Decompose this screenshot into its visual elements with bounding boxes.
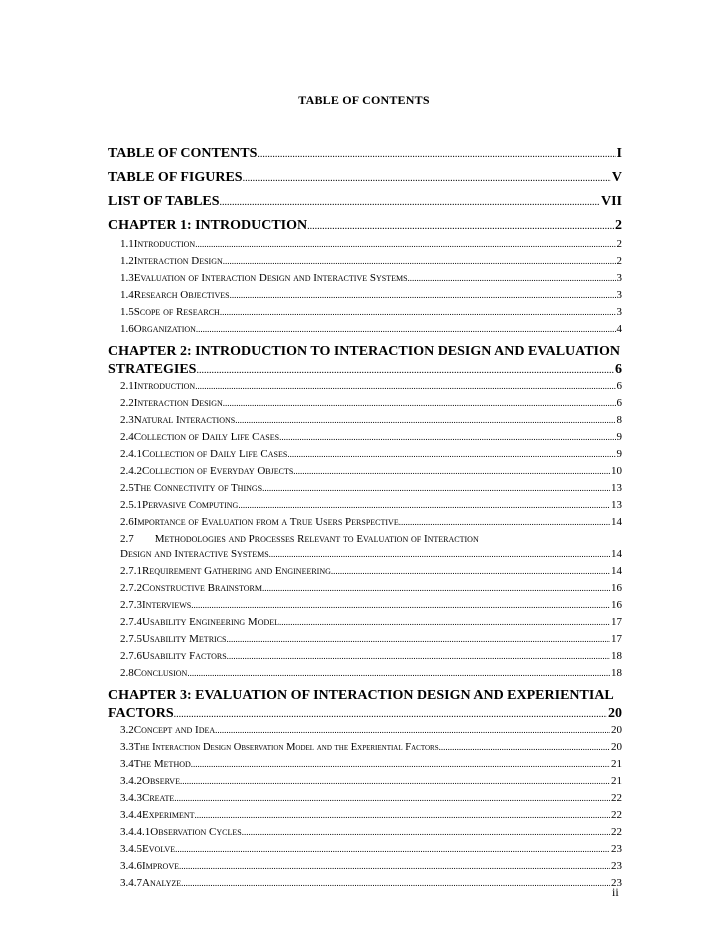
toc-entry[interactable] [108, 255, 622, 272]
toc-entry-title-line1: CHAPTER 2: INTRODUCTION TO INTERACTION DESIGN AND EVALUATION [108, 344, 620, 359]
toc-entry-title: Collection of Daily Life Cases [133, 431, 280, 443]
dot-leader [196, 323, 616, 335]
toc-entry-page: V [611, 170, 622, 185]
toc-entry-number: 2.2 [120, 397, 134, 409]
toc-entry-title: Usability Metrics [142, 633, 227, 645]
toc-entry[interactable] [108, 465, 622, 482]
toc-entry-title: Analyze [142, 877, 182, 889]
toc-entry-title: Observation Cycles [150, 826, 242, 838]
toc-entry-title: Interviews [142, 599, 192, 611]
dot-leader [230, 289, 616, 301]
dot-leader [226, 633, 610, 645]
toc-entry-page: 13 [611, 499, 622, 511]
toc-entry[interactable] [108, 582, 622, 599]
toc-entry-title-line2-row [108, 362, 622, 380]
toc-entry-page: 16 [611, 599, 622, 611]
toc-entry-page: 16 [611, 582, 622, 594]
toc-entry-page: 6 [616, 380, 622, 392]
toc-entry-number: 2.8 [120, 667, 134, 679]
toc-entry-title: Introduction [133, 380, 196, 392]
dot-leader [257, 146, 615, 162]
toc-entry-page: 20 [608, 706, 622, 721]
toc-entry-page: 17 [611, 616, 622, 628]
dot-leader [439, 741, 610, 753]
toc-entry-number: 2.6 [120, 516, 134, 528]
toc-entry[interactable] [108, 565, 622, 582]
dot-leader [243, 170, 611, 186]
toc-entry[interactable] [108, 431, 622, 448]
toc-entry-number: 3.4.4.1 [120, 826, 151, 838]
page-number: ii [612, 885, 619, 899]
toc-entry-page: 18 [611, 667, 622, 679]
toc-entry-title: Observe [142, 775, 180, 787]
dot-leader [293, 465, 610, 477]
toc-entry[interactable] [108, 792, 622, 809]
toc-entry[interactable] [108, 414, 622, 431]
toc-entry-number: 1.1 [120, 238, 134, 250]
toc-entry-number: 2.7.3 [120, 599, 142, 611]
toc-entry[interactable] [108, 306, 622, 323]
toc-entry-line1 [108, 533, 622, 548]
toc-entry-page: 3 [616, 306, 622, 318]
toc-entry-title-line2: STRATEGIES [108, 362, 197, 377]
toc-entry[interactable] [108, 238, 622, 255]
toc-entry[interactable] [108, 448, 622, 465]
dot-leader [269, 548, 610, 560]
toc-entry-number: 3.3 [120, 741, 134, 753]
toc-entry-page: 23 [611, 860, 622, 872]
toc-entry-number: 2.3 [120, 414, 134, 426]
toc-entry-page: 3 [616, 289, 622, 301]
toc-entry[interactable] [108, 758, 622, 775]
dot-leader [223, 255, 616, 267]
toc-entry[interactable] [108, 633, 622, 650]
dot-leader [180, 775, 610, 787]
toc-entry[interactable] [108, 499, 622, 516]
dot-leader [196, 365, 614, 376]
toc-entry-page: 13 [611, 482, 622, 494]
dot-leader [220, 306, 616, 318]
dot-leader [191, 758, 610, 770]
toc-entry-number: 1.3 [120, 272, 134, 284]
toc-entry-page: 21 [611, 758, 622, 770]
toc-entry-number: 3.4.7 [120, 877, 142, 889]
toc-entry[interactable] [108, 289, 622, 306]
toc-entry[interactable] [108, 616, 622, 633]
toc-entry-number: 3.4 [120, 758, 134, 770]
dot-leader [195, 380, 615, 392]
dot-leader [408, 272, 616, 284]
toc-entry-title: Usability Engineering Model [142, 616, 280, 628]
dot-leader [227, 650, 610, 662]
toc-entry-page: VII [600, 194, 622, 209]
toc-entry-number: 2.4 [120, 431, 134, 443]
toc-entry-title-line2-row [108, 706, 622, 724]
toc-entry-title: Evolve [142, 843, 176, 855]
toc-entry-page: 10 [611, 465, 622, 477]
toc-entry-page: 23 [611, 877, 622, 889]
toc-entry-number: 2.7.5 [120, 633, 142, 645]
toc-entry-title: Requirement Gathering and Engineering [142, 565, 331, 577]
toc-entry-title: The Method [133, 758, 191, 770]
toc-entry-title-line2: FACTORS [108, 706, 174, 721]
toc-entry-table-of-figures[interactable] [108, 170, 622, 190]
toc-entry-number: 2.4.1 [120, 448, 142, 460]
dot-leader [195, 238, 615, 250]
toc-entry-title: Collection of Daily Life Cases [142, 448, 288, 460]
toc-entry-page: 23 [611, 843, 622, 855]
toc-entry-number: 2.7.1 [120, 565, 142, 577]
toc-entry-title: TABLE OF FIGURES [108, 170, 243, 185]
toc-entry-title-line1: Methodologies and Processes Relevant to Evaluation of Interaction [154, 533, 479, 545]
toc-entry-page: 8 [616, 414, 622, 426]
toc-entry-number: 2.5 [120, 482, 134, 494]
toc-entry[interactable] [108, 380, 622, 397]
toc-entry-page: 2 [616, 238, 622, 250]
dot-leader [191, 599, 610, 611]
toc-entry-number: 3.4.4 [120, 809, 142, 821]
toc-entry[interactable] [108, 860, 622, 877]
toc-entry[interactable] [108, 482, 622, 499]
toc-entry-number: 2.7.2 [120, 582, 142, 594]
toc-entry-page: 14 [611, 565, 622, 577]
toc-entry-title: Organization [133, 323, 196, 335]
table-of-contents [108, 142, 622, 894]
toc-entry-title: Constructive Brainstorm [142, 582, 262, 594]
toc-entry[interactable] [108, 843, 622, 860]
dot-leader [175, 843, 610, 855]
toc-entry[interactable] [108, 323, 622, 340]
toc-entry-line2 [108, 548, 622, 565]
toc-entry-chapter-1[interactable] [108, 218, 622, 238]
toc-entry-number: 1.5 [120, 306, 134, 318]
toc-entry-table-of-contents[interactable] [108, 146, 622, 166]
toc-entry[interactable] [108, 724, 622, 741]
toc-entry-list-of-tables[interactable] [108, 194, 622, 214]
toc-entry-page: 18 [611, 650, 622, 662]
toc-entry-page: 22 [611, 792, 622, 804]
dot-leader [174, 709, 607, 720]
toc-entry-title: Conclusion [133, 667, 188, 679]
toc-entry-number: 3.4.5 [120, 843, 142, 855]
dot-leader [287, 448, 615, 460]
toc-entry-number: 3.4.2 [120, 775, 142, 787]
toc-entry[interactable] [108, 775, 622, 792]
dot-leader [279, 431, 615, 443]
toc-entry-page: I [616, 146, 622, 161]
toc-entry-title-line1: CHAPTER 3: EVALUATION OF INTERACTION DESIGN AND EXPERIENTIAL [108, 688, 614, 703]
toc-entry-page: 14 [611, 548, 622, 560]
toc-entry-number: 2.7 [120, 533, 134, 545]
toc-entry-title: Evaluation of Interaction Design and Interactive Systems [133, 272, 408, 284]
page-heading: TABLE OF CONTENTS [298, 93, 430, 107]
dot-leader [262, 582, 610, 594]
toc-entry-page: 6 [616, 397, 622, 409]
toc-entry-page: 2 [616, 255, 622, 267]
toc-entry[interactable] [108, 877, 622, 894]
dot-leader [174, 792, 610, 804]
toc-entry-page: 9 [616, 448, 622, 460]
toc-entry-page: 20 [611, 724, 622, 736]
toc-entry[interactable] [108, 741, 622, 758]
toc-entry-page: 4 [616, 323, 622, 335]
toc-entry-title: Pervasive Computing [142, 499, 239, 511]
dot-leader [242, 826, 610, 838]
toc-entry-number: 1.6 [120, 323, 134, 335]
toc-entry[interactable] [108, 826, 622, 843]
toc-entry-number: 2.4.2 [120, 465, 142, 477]
toc-entry-number: 3.4.6 [120, 860, 142, 872]
toc-entry[interactable] [108, 667, 622, 684]
toc-entry-title: Create [142, 792, 175, 804]
toc-entry-number: 2.7.6 [120, 650, 142, 662]
toc-entry-title: TABLE OF CONTENTS [108, 146, 258, 161]
toc-entry-page: 17 [611, 633, 622, 645]
toc-entry-title: Experiment [142, 809, 195, 821]
toc-entry-number: 2.7.4 [120, 616, 142, 628]
toc-entry-title: The Interaction Design Observation Model and the Experiential Factors [133, 742, 439, 753]
dot-leader [238, 499, 610, 511]
toc-entry-title: The Connectivity of Things [133, 482, 263, 494]
toc-entry-title: Research Objectives [133, 289, 230, 301]
toc-entry-page: 21 [611, 775, 622, 787]
toc-entry-title: Interaction Design [133, 397, 223, 409]
toc-entry-number: 1.4 [120, 289, 134, 301]
dot-leader [181, 877, 610, 889]
dot-leader [399, 516, 610, 528]
toc-entry-title: Concept and Idea [133, 724, 216, 736]
toc-entry-number: 2.1 [120, 380, 134, 392]
toc-entry-title: Importance of Evaluation from a True Users Perspective [133, 516, 399, 528]
dot-leader [223, 397, 616, 409]
toc-entry-page: 22 [611, 826, 622, 838]
toc-entry[interactable] [108, 650, 622, 667]
toc-entry-title: Interaction Design [133, 255, 223, 267]
toc-entry-chapter-2[interactable] [108, 344, 622, 380]
dot-leader [195, 809, 611, 821]
toc-entry-title: Improve [142, 860, 180, 872]
toc-entry[interactable] [108, 397, 622, 414]
toc-entry-title: Natural Interactions [133, 414, 236, 426]
toc-entry-title: Scope of Research [133, 306, 220, 318]
toc-entry-title: Collection of Everyday Objects [142, 465, 294, 477]
dot-leader [279, 616, 610, 628]
toc-entry-page: 6 [615, 362, 622, 377]
toc-entry-number: 2.5.1 [120, 499, 142, 511]
toc-entry-page: 9 [616, 431, 622, 443]
dot-leader [215, 724, 610, 736]
dot-leader [187, 667, 610, 679]
toc-entry[interactable] [108, 809, 622, 826]
toc-entry-chapter-3[interactable] [108, 688, 622, 724]
toc-entry-page: 14 [611, 516, 622, 528]
dot-leader [220, 194, 600, 210]
toc-entry-page: 2 [615, 218, 622, 233]
dot-leader [307, 218, 614, 234]
toc-entry-page: 3 [616, 272, 622, 284]
dot-leader [262, 482, 610, 494]
toc-entry[interactable] [108, 599, 622, 616]
dot-leader [331, 565, 610, 577]
toc-entry-title-line2: Design and Interactive Systems [120, 548, 269, 560]
dot-leader [235, 414, 615, 426]
toc-entry-title: LIST OF TABLES [108, 194, 220, 209]
toc-entry-title: CHAPTER 1: INTRODUCTION [108, 218, 308, 233]
toc-entry-2-7[interactable] [108, 533, 622, 565]
toc-entry-title: Usability Factors [142, 650, 227, 662]
toc-entry[interactable] [108, 516, 622, 533]
toc-entry-number: 3.4.3 [120, 792, 142, 804]
toc-entry-number: 3.2 [120, 724, 134, 736]
dot-leader [179, 860, 610, 872]
toc-entry-title: Introduction [133, 238, 196, 250]
toc-entry-page: 20 [611, 741, 622, 753]
toc-entry-page: 22 [611, 809, 622, 821]
toc-entry[interactable] [108, 272, 622, 289]
toc-entry-number: 1.2 [120, 255, 134, 267]
